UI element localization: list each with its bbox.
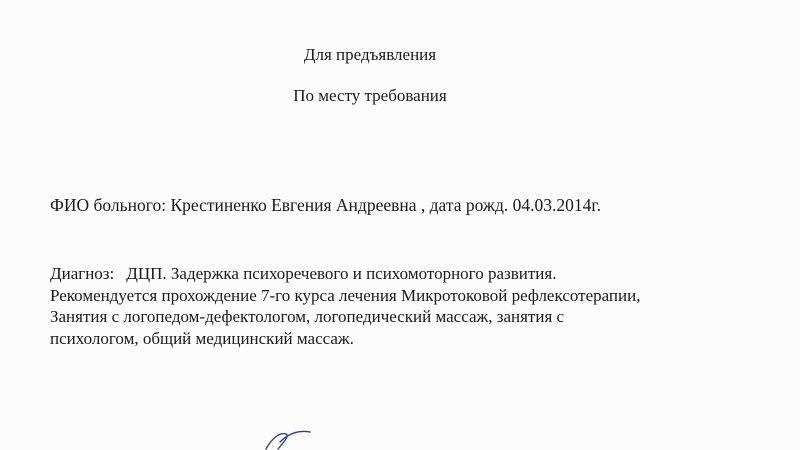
diagnosis-block: [50, 263, 640, 349]
patient-info-line: ФИО больного: Крестиненко Евгения Андреевна , дата рожд. 04.03.2014г.: [50, 195, 601, 215]
diagnosis-label: Диагноз:: [50, 264, 115, 283]
for-presentation-heading: Для предъявления: [303, 45, 437, 64]
to-place-heading: По месту требования: [293, 86, 447, 105]
recommendation-line-3: психологом, общий медицинский массаж.: [50, 328, 354, 348]
diagnosis-line: [50, 263, 640, 285]
recommendation-line-2: Занятия с логопедом-дефектологом, логопедический массаж, занятия с: [50, 307, 565, 326]
diagnosis-value: ДЦП. Задержка психоречевого и психомоторного развития.: [126, 264, 557, 283]
signature-mark: [258, 428, 318, 450]
recommendation-line-1: Рекомендуется прохождение 7-го курса лечения Микротоковой рефлексотерапии,: [50, 285, 641, 305]
